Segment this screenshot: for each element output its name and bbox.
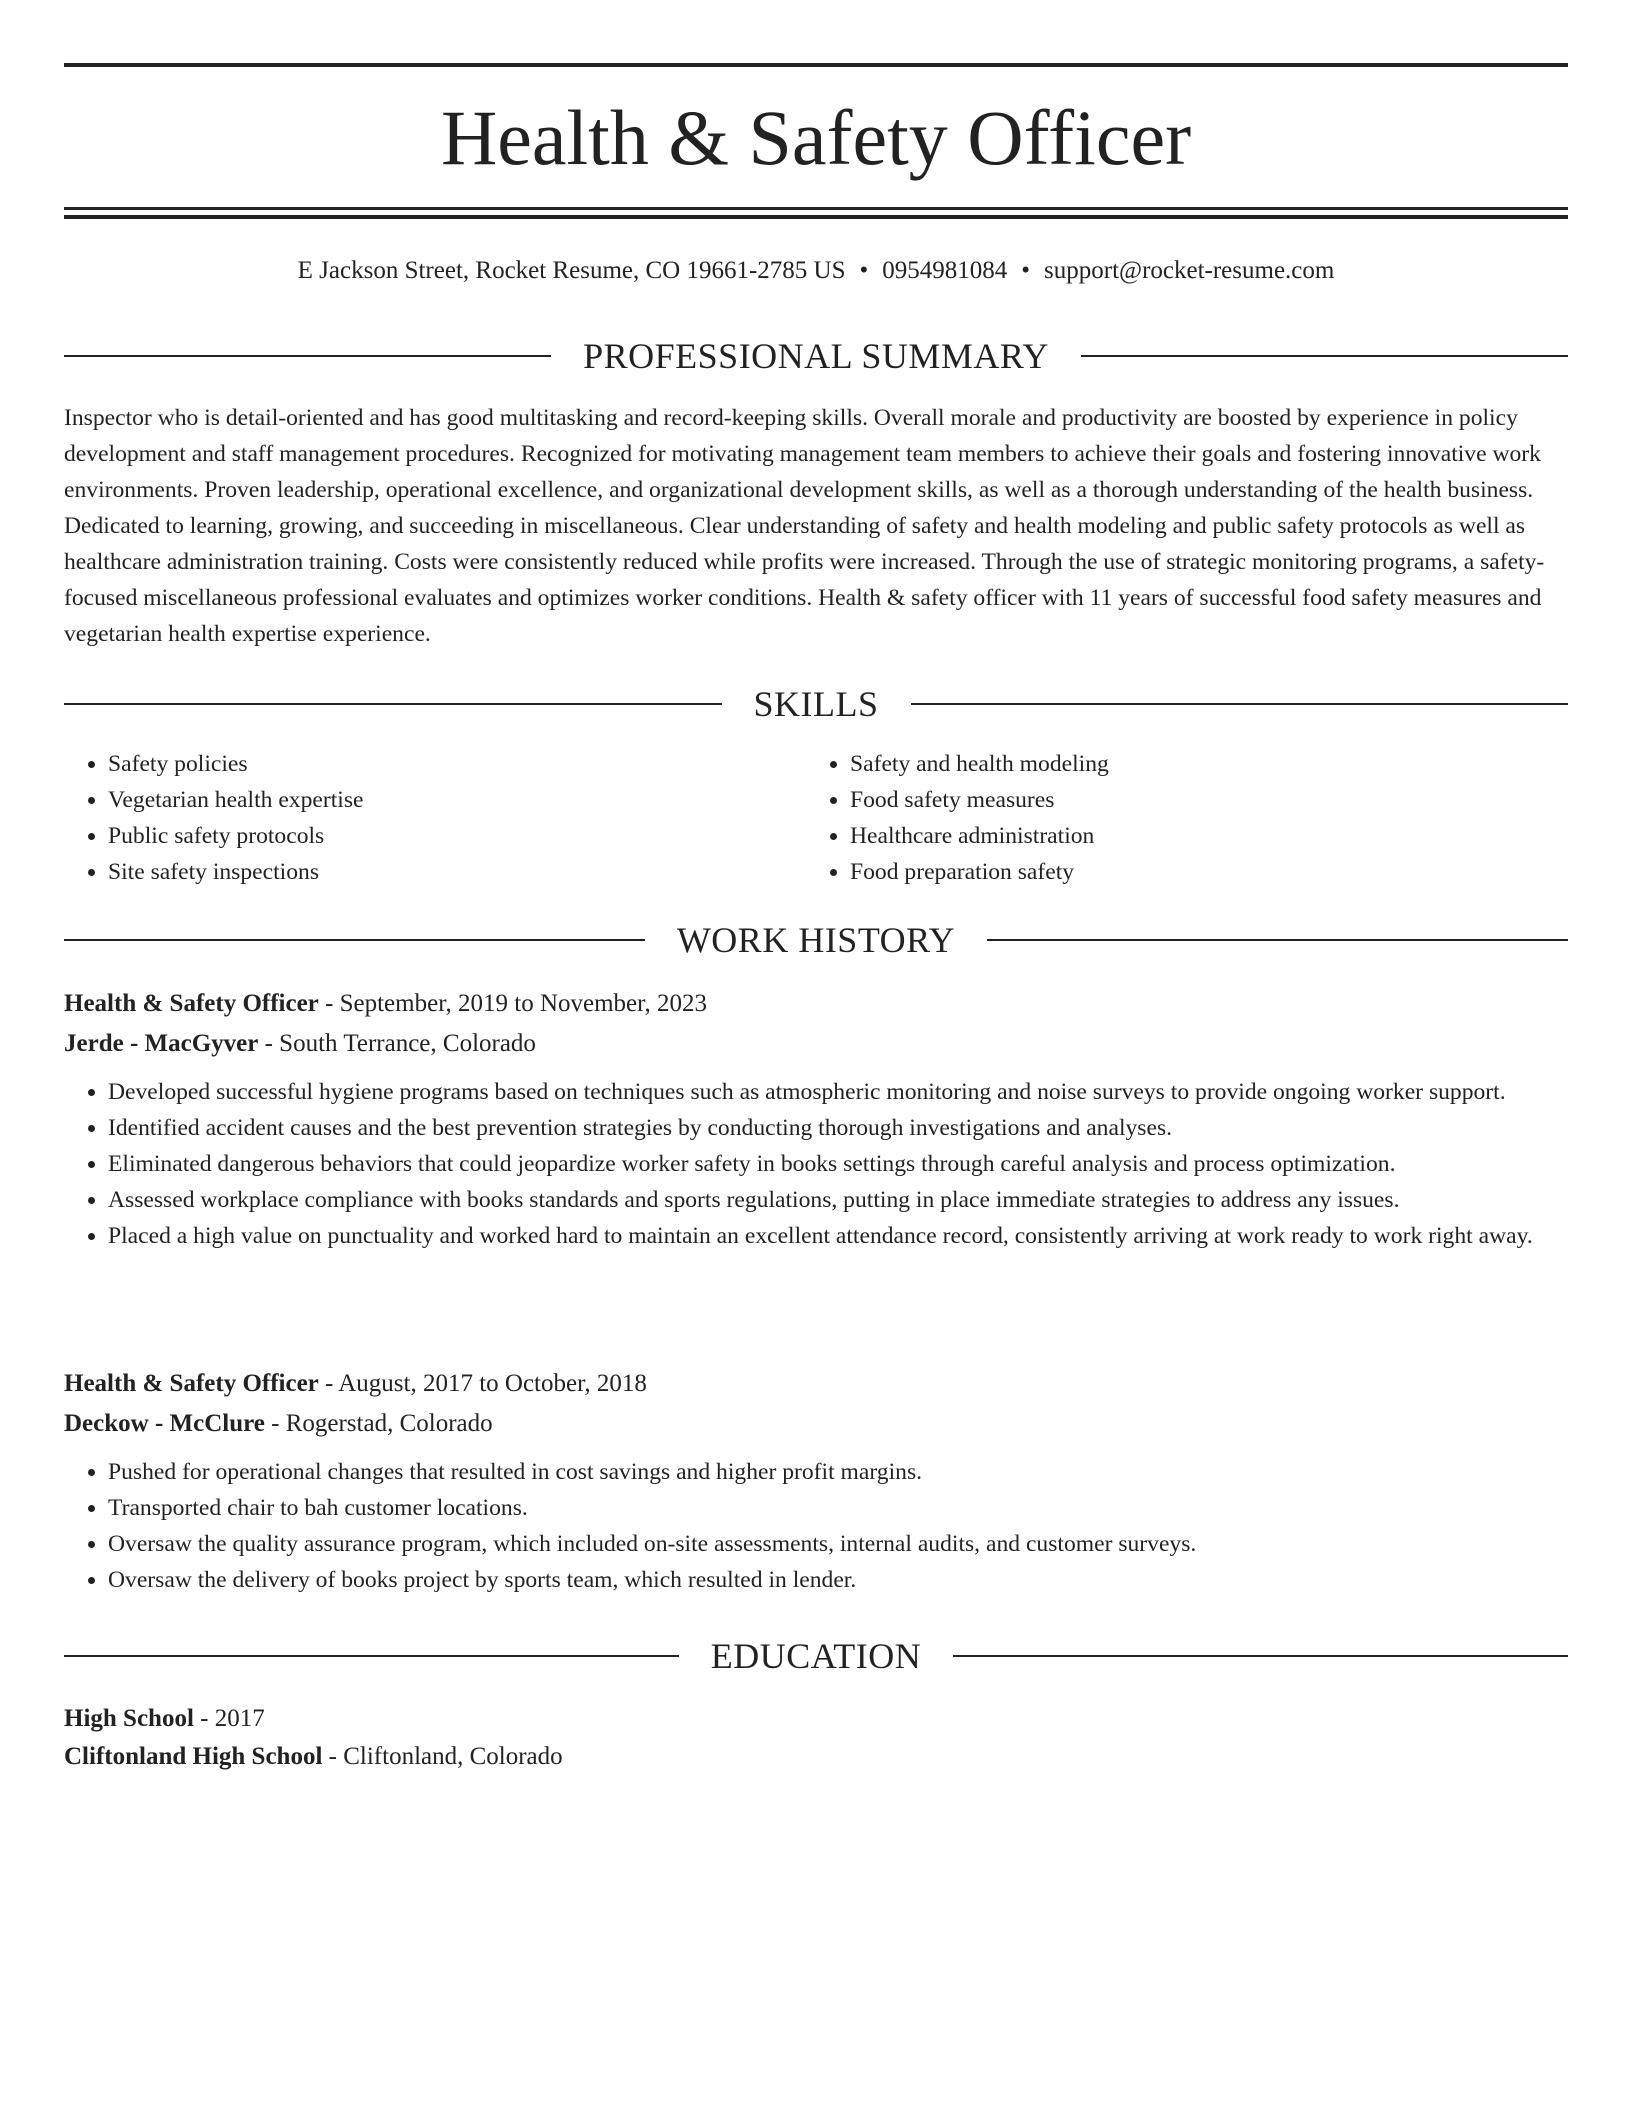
job-entry — [64, 1364, 1568, 1598]
skills-column-right — [806, 746, 1548, 890]
education-degree-line — [64, 1700, 1568, 1738]
job-company-line — [64, 1024, 1568, 1064]
skill-item: • Food preparation safety — [850, 854, 1548, 890]
list-item: • Assessed workplace compliance with books standards and sports regulations, putting in place immediate strategies to address any issues. — [108, 1182, 1568, 1218]
section-title: PROFESSIONAL SUMMARY — [583, 336, 1049, 376]
skills-list — [64, 746, 1568, 890]
job-dates: - September, 2019 to November, 2023 — [318, 990, 707, 1017]
skills-column-left — [64, 746, 806, 890]
divider — [64, 703, 722, 705]
section-title: EDUCATION — [710, 1636, 922, 1676]
skill-item: • Site safety inspections — [108, 854, 806, 890]
education-entry — [64, 1700, 1568, 1776]
skill-item: • Public safety protocols — [108, 818, 806, 854]
job-bullets — [64, 1454, 1568, 1598]
divider — [953, 1655, 1568, 1657]
job-company: Deckow - McClure — [64, 1410, 265, 1437]
job-title: Health & Safety Officer — [64, 990, 319, 1017]
header-bottom-rule-thick — [64, 215, 1568, 219]
contact-email: support@rocket-resume.com — [1044, 257, 1335, 284]
job-entry — [64, 984, 1568, 1254]
job-dates: - August, 2017 to October, 2018 — [318, 1370, 647, 1397]
list-item: • Eliminated dangerous behaviors that could jeopardize worker safety in books settings through careful analysis and process optimization. — [108, 1146, 1568, 1182]
contact-phone: 0954981084 — [882, 257, 1008, 284]
job-company-line — [64, 1404, 1568, 1444]
page-title: Health & Safety Officer — [440, 94, 1192, 181]
job-company: Jerde - MacGyver — [64, 1030, 259, 1057]
education-school-line — [64, 1738, 1568, 1776]
list-item: • Transported chair to bah customer locations. — [108, 1490, 1568, 1526]
skill-item: • Food safety measures — [850, 782, 1548, 818]
divider — [1081, 355, 1568, 357]
list-item: • Oversaw the quality assurance program, which included on-site assessments, internal audits, and customer surveys. — [108, 1526, 1568, 1562]
list-item: • Oversaw the delivery of books project by sports team, which resulted in lender. — [108, 1562, 1568, 1598]
divider — [911, 703, 1569, 705]
summary-text: Inspector who is detail-oriented and has good multitasking and record-keeping skills. Overall morale and productivity are boosted by experience in policy development and staff management procedures. Recognized for motivating management team members to achieve their goals and fostering innovative work environments. Proven leadership, operational excellence, and organizational development skills, as well as a thorough understanding of the health business. Dedicated to learning, growing, and succeeding in miscellaneous. Clear understanding of safety and health modeling and public safety protocols as well as healthcare administration training. Costs were consistently reduced while profits were increased. Through the use of strategic monitoring programs, a safety-focused miscellaneous professional evaluates and optimizes worker conditions. Health & safety officer with 11 years of successful food safety measures and vegetarian health expertise experience. — [64, 405, 1545, 647]
job-title: Health & Safety Officer — [64, 1370, 319, 1397]
list-item: • Identified accident causes and the best prevention strategies by conducting thorough investigations and analyses. — [108, 1110, 1568, 1146]
job-title-line — [64, 984, 1568, 1024]
education-year: - 2017 — [193, 1705, 265, 1732]
education-school: Cliftonland High School — [64, 1743, 323, 1770]
skills-section-heading — [64, 682, 1568, 726]
divider — [64, 355, 551, 357]
section-title: WORK HISTORY — [676, 920, 956, 960]
job-title-line — [64, 1364, 1568, 1404]
contact-separator: • — [1021, 257, 1031, 284]
section-title: SKILLS — [753, 684, 879, 724]
contact-address: E Jackson Street, Rocket Resume, CO 19661-2785 US — [297, 257, 846, 284]
divider — [64, 1655, 679, 1657]
job-location: - Rogerstad, Colorado — [264, 1410, 493, 1437]
divider — [987, 939, 1568, 941]
list-item: • Developed successful hygiene programs based on techniques such as atmospheric monitoring and noise surveys to provide ongoing worker support. — [108, 1074, 1568, 1110]
list-item: • Pushed for operational changes that resulted in cost savings and higher profit margins. — [108, 1454, 1568, 1490]
work-section-heading — [64, 918, 1568, 962]
skill-item: • Safety policies — [108, 746, 806, 782]
contact-separator: • — [859, 257, 869, 284]
education-degree: High School — [64, 1705, 194, 1732]
skill-item: • Vegetarian health expertise — [108, 782, 806, 818]
header-bottom-rule — [64, 207, 1568, 210]
job-location: - South Terrance, Colorado — [258, 1030, 536, 1057]
job-bullets — [64, 1074, 1568, 1254]
education-section-heading — [64, 1634, 1568, 1678]
education-location: - Cliftonland, Colorado — [322, 1743, 563, 1770]
summary-section-heading — [64, 334, 1568, 378]
skill-item: • Healthcare administration — [850, 818, 1548, 854]
divider — [64, 939, 645, 941]
header-top-rule — [64, 63, 1568, 67]
contact-line — [64, 254, 1568, 288]
list-item: • Placed a high value on punctuality and worked hard to maintain an excellent attendance record, consistently arriving at work ready to work right away. — [108, 1218, 1568, 1254]
skill-item: • Safety and health modeling — [850, 746, 1548, 782]
